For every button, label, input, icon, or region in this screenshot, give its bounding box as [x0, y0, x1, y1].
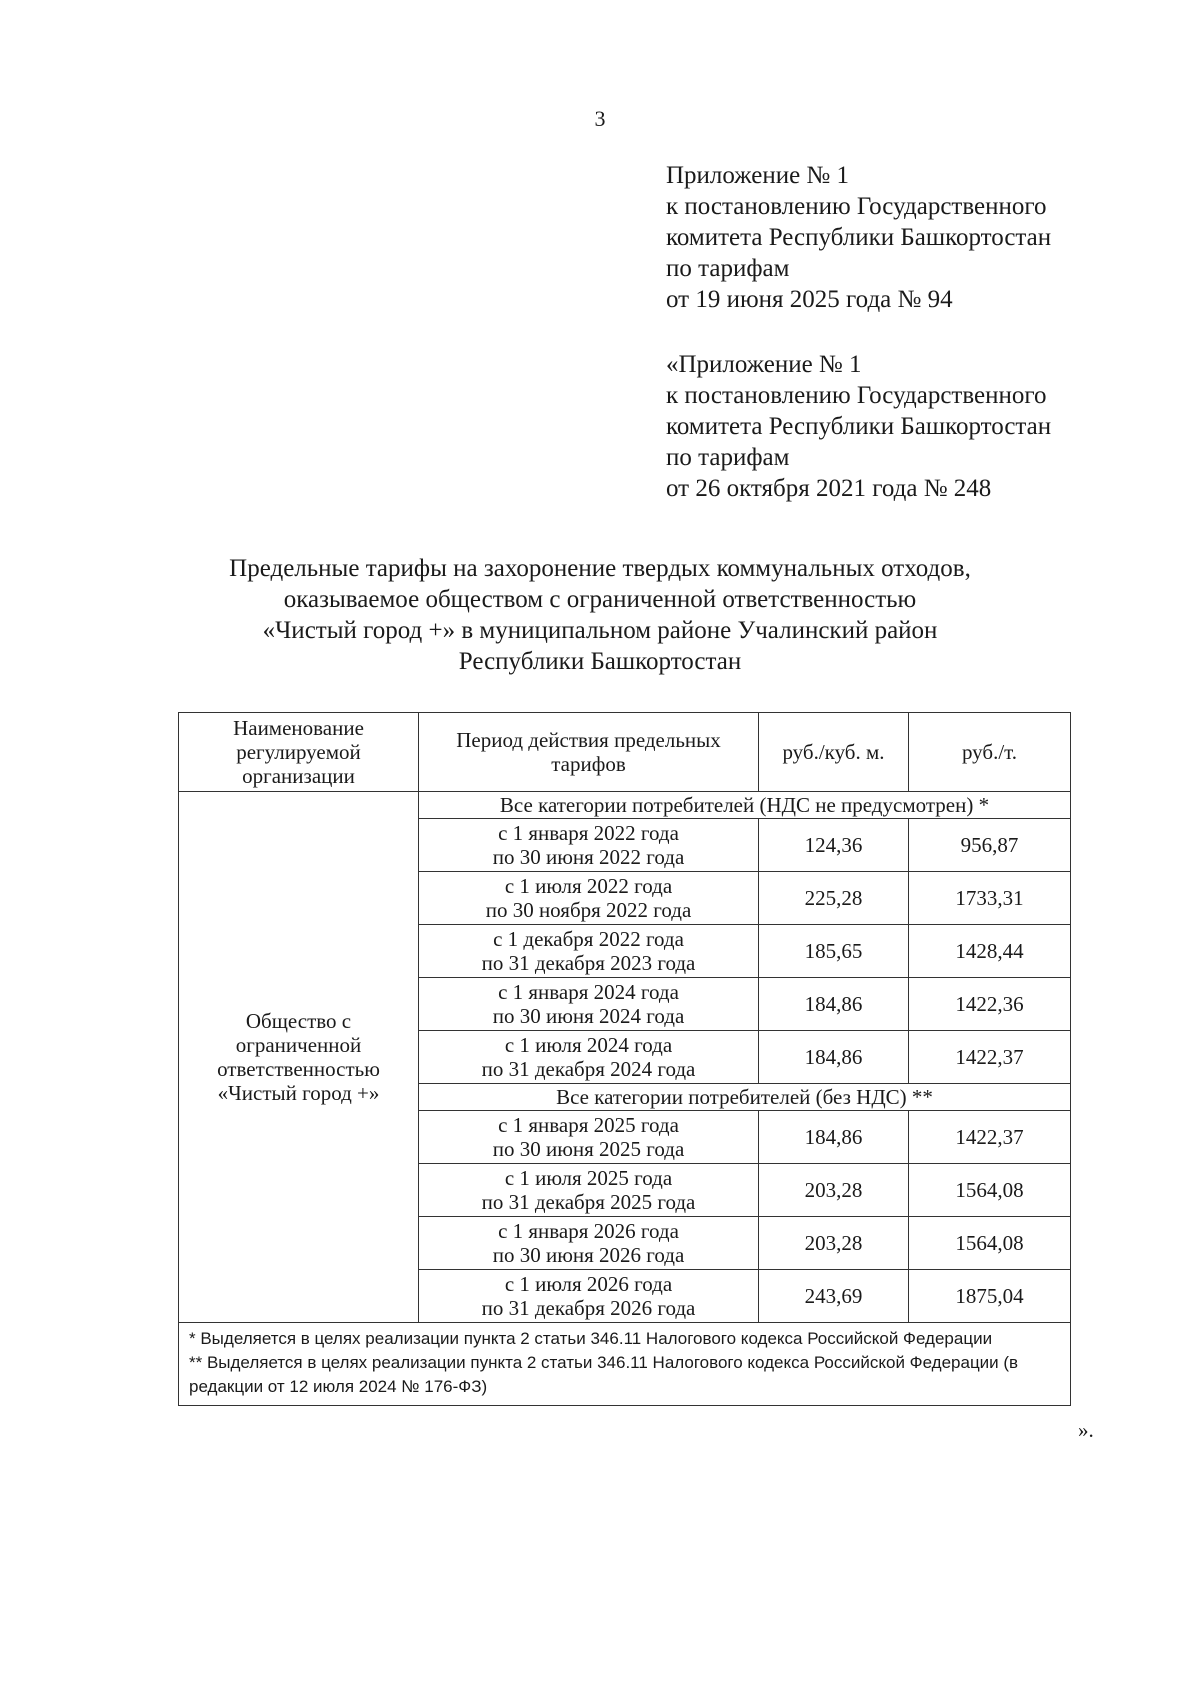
- period-from: с 1 июля 2022 года: [504, 874, 673, 898]
- period-to: по 30 июня 2024 года: [492, 1004, 685, 1028]
- period-cell: [419, 1270, 759, 1323]
- appendix-line: от 19 июня 2025 года № 94: [666, 286, 953, 313]
- appendix-line: комитета Республики Башкортостан: [666, 413, 1052, 440]
- rub-per-m3-cell: 184,86: [759, 978, 909, 1031]
- rub-per-m3-cell: 124,36: [759, 819, 909, 872]
- category-label: Все категории потребителей (без НДС) **: [419, 1084, 1071, 1111]
- appendix-line: от 26 октября 2021 года № 248: [666, 475, 992, 502]
- title-line: Предельные тарифы на захоронение твердых коммунальных отходов,: [229, 555, 971, 582]
- rub-per-t-cell: 1733,31: [909, 872, 1071, 925]
- rub-per-m3-cell: 185,65: [759, 925, 909, 978]
- period-to: по 31 декабря 2023 года: [481, 951, 696, 975]
- rub-per-t-cell: 1422,37: [909, 1031, 1071, 1084]
- period-cell: [419, 978, 759, 1031]
- rub-per-t-cell: 1422,36: [909, 978, 1071, 1031]
- title-line: оказываемое обществом с ограниченной ответственностью: [283, 586, 917, 613]
- header-period: Период действия предельных тарифов: [419, 713, 759, 792]
- page-number: 3: [594, 106, 606, 131]
- period-from: с 1 января 2022 года: [498, 821, 679, 845]
- footnote-without-vat: ** Выделяется в целях реализации пункта 2 статьи 346.11 Налогового кодекса Российской Федерации (в редакции от 12 июля 2024 № 176-ФЗ): [189, 1353, 1019, 1396]
- footnotes: [179, 1323, 1071, 1406]
- appendix-header-original: [666, 349, 1051, 504]
- rub-per-t-cell: 1564,08: [909, 1164, 1071, 1217]
- appendix-header-current: [666, 160, 1051, 315]
- category-label: Все категории потребителей (НДС не предусмотрен) *: [419, 792, 1071, 819]
- appendix-line: к постановлению Государственного: [666, 193, 1047, 220]
- period-to: по 31 декабря 2026 года: [481, 1296, 696, 1320]
- period-cell: [419, 872, 759, 925]
- rub-per-m3-cell: 203,28: [759, 1217, 909, 1270]
- period-cell: [419, 925, 759, 978]
- header-rub-per-t: руб./т.: [909, 713, 1071, 792]
- period-to: по 30 июня 2025 года: [492, 1137, 685, 1161]
- category-row: [179, 792, 1071, 819]
- period-from: с 1 января 2026 года: [498, 1219, 679, 1243]
- appendix-line: по тарифам: [666, 444, 790, 471]
- appendix-line: по тарифам: [666, 255, 790, 282]
- period-from: с 1 января 2025 года: [498, 1113, 679, 1137]
- period-to: по 30 июня 2026 года: [492, 1243, 685, 1267]
- appendix-line: к постановлению Государственного: [666, 382, 1047, 409]
- period-from: с 1 июля 2025 года: [504, 1166, 673, 1190]
- period-to: по 31 декабря 2025 года: [481, 1190, 696, 1214]
- period-from: с 1 декабря 2022 года: [493, 927, 684, 951]
- title-line: «Чистый город +» в муниципальном районе Учалинский район: [262, 617, 938, 644]
- footnote-vat-not-applicable: * Выделяется в целях реализации пункта 2 статьи 346.11 Налогового кодекса Российской Федерации: [189, 1329, 993, 1348]
- table-header-row: [179, 713, 1071, 792]
- period-from: с 1 июля 2026 года: [504, 1272, 673, 1296]
- notes-row: [179, 1323, 1071, 1406]
- title-line: Республики Башкортостан: [458, 648, 742, 675]
- header-organization: Наименование регулируемой организации: [179, 713, 419, 792]
- organization-name: Общество с ограниченной ответственностью «Чистый город +»: [179, 792, 419, 1323]
- period-to: по 30 ноября 2022 года: [485, 898, 692, 922]
- period-cell: [419, 819, 759, 872]
- period-to: по 31 декабря 2024 года: [481, 1057, 696, 1081]
- appendix-line: Приложение № 1: [666, 162, 850, 189]
- appendix-line: «Приложение № 1: [666, 351, 862, 378]
- rub-per-t-cell: 1564,08: [909, 1217, 1071, 1270]
- period-cell: [419, 1111, 759, 1164]
- period-from: с 1 июля 2024 года: [504, 1033, 673, 1057]
- period-cell: [419, 1164, 759, 1217]
- period-cell: [419, 1031, 759, 1084]
- rub-per-m3-cell: 184,86: [759, 1031, 909, 1084]
- rub-per-t-cell: 1422,37: [909, 1111, 1071, 1164]
- closing-quote: ».: [1078, 1418, 1094, 1442]
- rub-per-t-cell: 1428,44: [909, 925, 1071, 978]
- document-title: [150, 553, 1050, 677]
- rub-per-t-cell: 956,87: [909, 819, 1071, 872]
- tariff-table: [178, 712, 1071, 1406]
- appendix-line: комитета Республики Башкортостан: [666, 224, 1052, 251]
- rub-per-m3-cell: 203,28: [759, 1164, 909, 1217]
- period-cell: [419, 1217, 759, 1270]
- rub-per-m3-cell: 184,86: [759, 1111, 909, 1164]
- rub-per-m3-cell: 243,69: [759, 1270, 909, 1323]
- rub-per-m3-cell: 225,28: [759, 872, 909, 925]
- period-from: с 1 января 2024 года: [498, 980, 679, 1004]
- rub-per-t-cell: 1875,04: [909, 1270, 1071, 1323]
- header-rub-per-m3: руб./куб. м.: [759, 713, 909, 792]
- period-to: по 30 июня 2022 года: [492, 845, 685, 869]
